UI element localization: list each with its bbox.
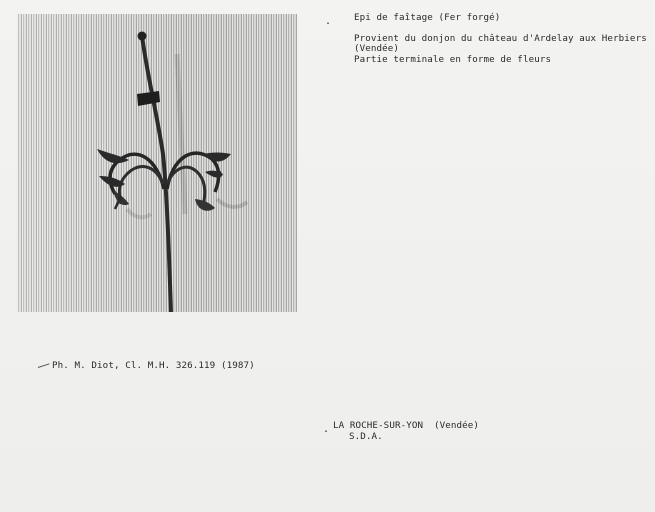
photo-credit: Ph. M. Diot, Cl. M.H. 326.119 (1987) <box>52 360 255 371</box>
location-department: (Vendée) <box>434 420 480 431</box>
record-provenance-line2: (Vendée) <box>354 43 400 54</box>
finial-illustration <box>17 14 297 312</box>
record-title: Epi de faîtage (Fer forgé) <box>354 12 501 23</box>
pen-mark <box>38 363 50 368</box>
record-provenance-line1: Provient du donjon du château d'Ardelay aux Herbiers <box>354 33 647 44</box>
location-bullet: . <box>323 424 330 435</box>
location-city: LA ROCHE-SUR-YON <box>333 420 424 431</box>
record-description: Partie terminale en forme de fleurs <box>354 54 552 65</box>
record-bullet: . <box>325 16 332 27</box>
location-service: S.D.A. <box>349 431 383 442</box>
photograph-finial <box>17 14 297 312</box>
